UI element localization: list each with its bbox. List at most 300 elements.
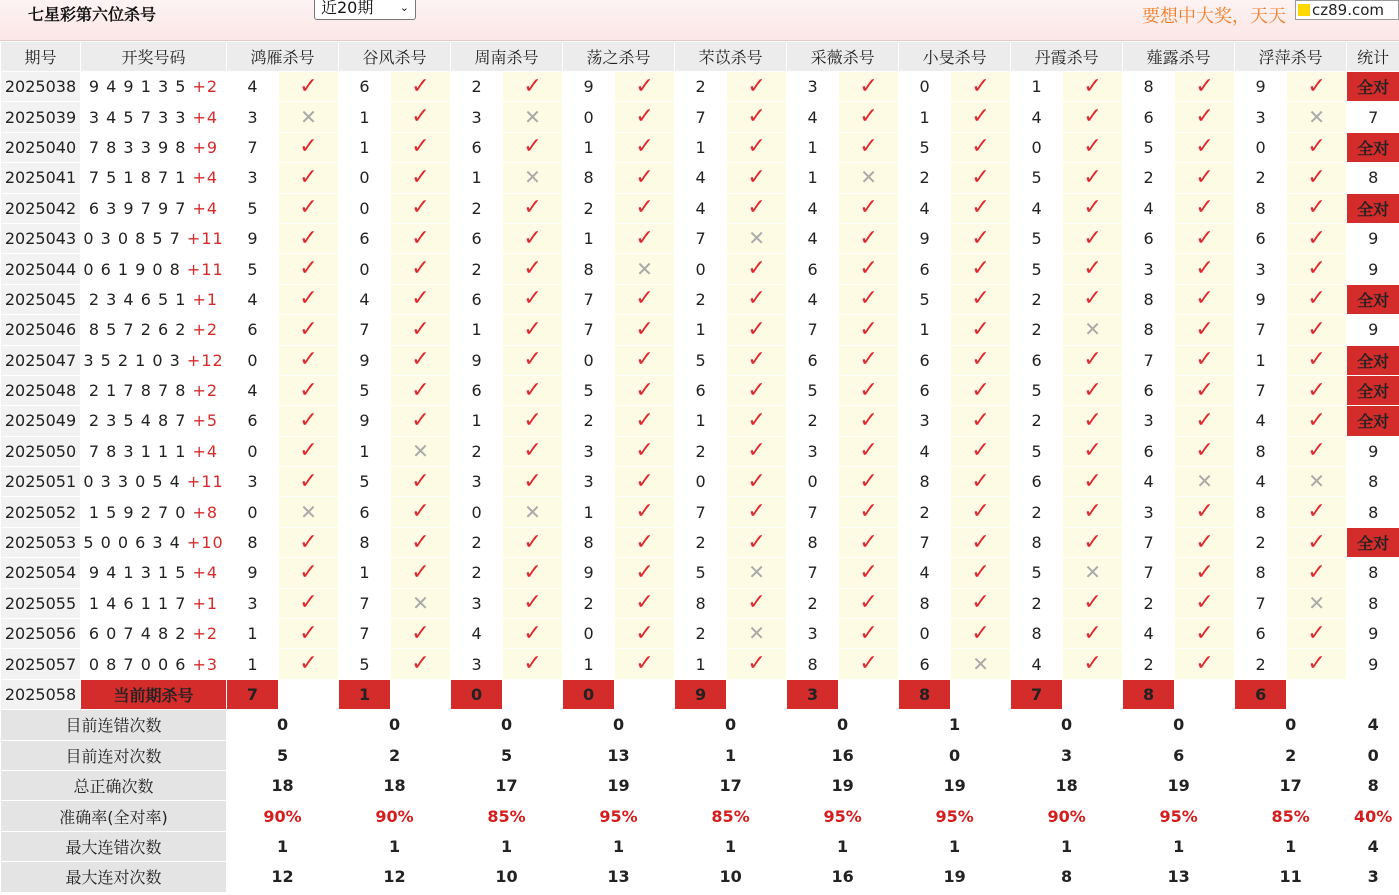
- result-cell: [1063, 436, 1123, 466]
- stat-cell: 7: [1347, 102, 1399, 132]
- kill-number: 6: [899, 375, 951, 405]
- kill-number: 2: [451, 436, 503, 466]
- kill-number: 7: [1123, 527, 1175, 557]
- result-cell: [839, 436, 899, 466]
- check-icon: ✓: [299, 377, 318, 403]
- kill-number: 3: [1123, 497, 1175, 527]
- check-icon: ✓: [971, 195, 990, 221]
- kill-number: 2: [1123, 588, 1175, 618]
- summary-value: 2: [339, 740, 451, 770]
- summary-row: [1, 740, 1399, 770]
- table-row: [1, 72, 1399, 102]
- kill-number: 8: [1235, 558, 1287, 588]
- issue-cell: 2025040: [1, 132, 81, 162]
- summary-value: 1: [563, 831, 675, 861]
- kill-number: 2: [451, 527, 503, 557]
- summary-value: 85%: [451, 801, 563, 831]
- result-cell: [727, 619, 787, 649]
- result-cell: [951, 588, 1011, 618]
- check-icon: ✓: [1083, 651, 1102, 677]
- result-cell: [1063, 193, 1123, 223]
- result-cell: [503, 467, 563, 497]
- kill-number: 3: [1123, 254, 1175, 284]
- kill-number: 4: [227, 284, 279, 314]
- page-title: 七星彩第六位杀号: [28, 5, 157, 24]
- check-icon: ✓: [1307, 316, 1326, 342]
- kill-number: 6: [787, 254, 839, 284]
- kill-number: 6: [899, 345, 951, 375]
- kill-number: 2: [1123, 649, 1175, 679]
- check-icon: ✓: [1307, 286, 1326, 312]
- issue-cell: 2025045: [1, 284, 81, 314]
- kill-number: 2: [1011, 497, 1063, 527]
- result-cell: [1175, 375, 1235, 405]
- check-icon: ✓: [747, 256, 766, 282]
- kill-number: 7: [1123, 558, 1175, 588]
- result-cell: [839, 467, 899, 497]
- check-icon: ✓: [1195, 73, 1214, 99]
- kill-number: 1: [899, 315, 951, 345]
- result-cell: [1287, 223, 1347, 253]
- result-cell: [503, 527, 563, 557]
- result-cell: [279, 284, 339, 314]
- col-issue: 期号: [1, 42, 81, 72]
- result-cell: [951, 72, 1011, 102]
- draw-numbers: 2 1 7 8 7 8: [88, 381, 187, 401]
- site-logo[interactable]: [1295, 0, 1399, 20]
- kill-number: 6: [227, 406, 279, 436]
- result-cell: [951, 375, 1011, 405]
- result-cell: [279, 193, 339, 223]
- check-icon: ✓: [1307, 164, 1326, 190]
- check-icon: ✓: [299, 559, 318, 585]
- result-cell: [391, 223, 451, 253]
- kill-number: 1: [563, 497, 615, 527]
- kill-number: 9: [563, 72, 615, 102]
- kill-number: 7: [339, 619, 391, 649]
- check-icon: ✓: [523, 73, 542, 99]
- kill-number: 6: [1123, 436, 1175, 466]
- kill-number: 4: [787, 102, 839, 132]
- issue-cell: 2025047: [1, 345, 81, 375]
- check-icon: ✓: [1083, 620, 1102, 646]
- result-cell: [279, 315, 339, 345]
- chevron-down-icon: ⌄: [399, 1, 409, 14]
- result-cell: [1063, 619, 1123, 649]
- kill-number: 2: [675, 619, 727, 649]
- kill-number: 4: [227, 375, 279, 405]
- cross-icon: ✕: [1308, 104, 1326, 129]
- check-icon: ✓: [411, 499, 430, 525]
- table-row: [1, 436, 1399, 466]
- stat-cell: 9: [1347, 315, 1399, 345]
- kill-number: 8: [1123, 72, 1175, 102]
- result-cell: [391, 315, 451, 345]
- result-cell: [391, 375, 451, 405]
- result-cell: [615, 254, 675, 284]
- kill-number: 9: [339, 345, 391, 375]
- result-cell: [727, 163, 787, 193]
- stat-cell: 全对: [1347, 527, 1399, 557]
- check-icon: ✓: [971, 347, 990, 373]
- period-select[interactable]: [314, 0, 416, 20]
- summary-value: 0: [451, 710, 563, 740]
- kill-number: 5: [339, 649, 391, 679]
- check-icon: ✓: [1083, 134, 1102, 160]
- result-cell: [1175, 588, 1235, 618]
- check-icon: ✓: [411, 407, 430, 433]
- result-cell: [1287, 588, 1347, 618]
- kill-number: 1: [1235, 345, 1287, 375]
- check-icon: ✓: [1195, 104, 1214, 130]
- summary-value: 90%: [1011, 801, 1123, 831]
- kill-number: 0: [451, 497, 503, 527]
- kill-number: 1: [675, 315, 727, 345]
- result-cell: [391, 345, 451, 375]
- result-cell: [951, 558, 1011, 588]
- issue-cell: 2025050: [1, 436, 81, 466]
- summary-value: 0: [1235, 710, 1347, 740]
- kill-number: 2: [899, 163, 951, 193]
- result-cell: [1063, 467, 1123, 497]
- kill-number: 6: [899, 649, 951, 679]
- result-cell: [1063, 254, 1123, 284]
- kill-number: 3: [787, 436, 839, 466]
- kill-number: 2: [1123, 163, 1175, 193]
- result-cell: [279, 588, 339, 618]
- check-icon: ✓: [971, 256, 990, 282]
- result-cell: [1175, 406, 1235, 436]
- kill-number: 2: [1011, 588, 1063, 618]
- summary-value: 8: [1011, 862, 1123, 892]
- current-blank: [1063, 679, 1123, 709]
- check-icon: ✓: [859, 73, 878, 99]
- check-icon: ✓: [747, 316, 766, 342]
- check-icon: ✓: [411, 256, 430, 282]
- result-cell: [279, 254, 339, 284]
- result-cell: [615, 345, 675, 375]
- cross-icon: ✕: [1308, 469, 1326, 494]
- kill-number: 7: [1235, 375, 1287, 405]
- kill-number: 6: [1235, 223, 1287, 253]
- kill-number: 7: [339, 588, 391, 618]
- stat-cell: 全对: [1347, 345, 1399, 375]
- check-icon: ✓: [1083, 590, 1102, 616]
- kill-number: 7: [1235, 588, 1287, 618]
- issue-cell: 2025046: [1, 315, 81, 345]
- check-icon: ✓: [635, 73, 654, 99]
- draw-extra: +11: [186, 259, 224, 279]
- check-icon: ✓: [299, 256, 318, 282]
- cross-icon: ✕: [412, 590, 429, 615]
- kill-number: 1: [227, 619, 279, 649]
- result-cell: [839, 102, 899, 132]
- result-cell: [1063, 588, 1123, 618]
- result-cell: [1287, 132, 1347, 162]
- cross-icon: ✕: [524, 499, 541, 524]
- result-cell: [503, 588, 563, 618]
- issue-cell: 2025041: [1, 163, 81, 193]
- result-cell: [1287, 163, 1347, 193]
- draw-cell: [81, 132, 227, 162]
- table-row: [1, 163, 1399, 193]
- result-cell: [503, 497, 563, 527]
- kill-number: 3: [227, 163, 279, 193]
- check-icon: ✓: [1195, 164, 1214, 190]
- result-cell: [1175, 163, 1235, 193]
- summary-row: [1, 770, 1399, 800]
- result-cell: [727, 254, 787, 284]
- stat-cell: 8: [1347, 588, 1399, 618]
- result-cell: [391, 467, 451, 497]
- result-cell: [391, 406, 451, 436]
- stat-cell: 全对: [1347, 375, 1399, 405]
- kill-number: 7: [563, 284, 615, 314]
- cross-icon: ✕: [524, 104, 541, 129]
- check-icon: ✓: [859, 286, 878, 312]
- summary-value: 85%: [675, 801, 787, 831]
- kill-number: 0: [787, 467, 839, 497]
- cross-icon: ✕: [860, 165, 877, 190]
- table-row: [1, 284, 1399, 314]
- check-icon: ✓: [523, 286, 542, 312]
- current-kill-number: 8: [899, 679, 951, 709]
- check-icon: ✓: [635, 195, 654, 221]
- check-icon: ✓: [747, 438, 766, 464]
- check-icon: ✓: [299, 407, 318, 433]
- kill-number: 5: [563, 375, 615, 405]
- check-icon: ✓: [1083, 529, 1102, 555]
- result-cell: [615, 193, 675, 223]
- result-cell: [615, 284, 675, 314]
- kill-number: 8: [1123, 284, 1175, 314]
- check-icon: ✓: [747, 195, 766, 221]
- result-cell: [1063, 558, 1123, 588]
- kill-number: 2: [1235, 527, 1287, 557]
- kill-number: 9: [899, 223, 951, 253]
- result-cell: [1063, 132, 1123, 162]
- result-cell: [503, 102, 563, 132]
- result-cell: [1063, 375, 1123, 405]
- result-cell: [839, 254, 899, 284]
- kill-number: 3: [787, 72, 839, 102]
- current-blank: [727, 679, 787, 709]
- result-cell: [1287, 284, 1347, 314]
- check-icon: ✓: [1195, 347, 1214, 373]
- kill-number: 7: [675, 102, 727, 132]
- check-icon: ✓: [859, 256, 878, 282]
- kill-number: 5: [1011, 254, 1063, 284]
- current-blank: [839, 679, 899, 709]
- check-icon: ✓: [1195, 499, 1214, 525]
- summary-value: 19: [563, 770, 675, 800]
- result-cell: [279, 467, 339, 497]
- result-cell: [727, 223, 787, 253]
- result-cell: [279, 558, 339, 588]
- kill-number: 2: [451, 193, 503, 223]
- result-cell: [1287, 406, 1347, 436]
- kill-number: 5: [1123, 132, 1175, 162]
- issue-cell: 2025038: [1, 72, 81, 102]
- draw-numbers: 1 4 6 1 1 7: [88, 593, 187, 613]
- draw-cell: [81, 345, 227, 375]
- check-icon: ✓: [411, 225, 430, 251]
- kill-number: 8: [1123, 315, 1175, 345]
- kill-number: 5: [899, 284, 951, 314]
- summary-value: 1: [675, 831, 787, 861]
- check-icon: ✓: [411, 377, 430, 403]
- current-kill-number: 6: [1235, 679, 1287, 709]
- table-row: [1, 406, 1399, 436]
- kill-number: 8: [563, 527, 615, 557]
- check-icon: ✓: [635, 499, 654, 525]
- slogan-marquee: 要想中大奖，天天: [1142, 6, 1286, 27]
- check-icon: ✓: [1307, 195, 1326, 221]
- result-cell: [503, 163, 563, 193]
- check-icon: ✓: [299, 195, 318, 221]
- check-icon: ✓: [635, 407, 654, 433]
- draw-cell: [81, 558, 227, 588]
- summary-value: 0: [1123, 710, 1235, 740]
- kill-number: 3: [451, 649, 503, 679]
- check-icon: ✓: [1083, 104, 1102, 130]
- summary-value: 11: [1235, 862, 1347, 892]
- kill-number: 2: [675, 527, 727, 557]
- kill-number: 6: [451, 284, 503, 314]
- check-icon: ✓: [523, 225, 542, 251]
- check-icon: ✓: [411, 195, 430, 221]
- result-cell: [951, 315, 1011, 345]
- current-kill-number: 3: [787, 679, 839, 709]
- kill-number: 4: [787, 193, 839, 223]
- result-cell: [951, 619, 1011, 649]
- summary-stat: 40%: [1347, 801, 1399, 831]
- kill-number: 8: [339, 527, 391, 557]
- check-icon: ✓: [523, 651, 542, 677]
- result-cell: [1287, 649, 1347, 679]
- cross-icon: ✕: [748, 560, 765, 585]
- result-cell: [1175, 254, 1235, 284]
- summary-value: 2: [1235, 740, 1347, 770]
- table-row: [1, 467, 1399, 497]
- result-cell: [1175, 284, 1235, 314]
- result-cell: [503, 193, 563, 223]
- check-icon: ✓: [859, 195, 878, 221]
- check-icon: ✓: [747, 286, 766, 312]
- kill-number: 6: [1123, 102, 1175, 132]
- kill-number: 0: [563, 345, 615, 375]
- result-cell: [1175, 315, 1235, 345]
- draw-numbers: 3 5 2 1 0 3: [83, 350, 181, 370]
- check-icon: ✓: [635, 529, 654, 555]
- table-row: [1, 315, 1399, 345]
- check-icon: ✓: [299, 529, 318, 555]
- kill-number: 0: [563, 102, 615, 132]
- result-cell: [727, 345, 787, 375]
- summary-stat: 3: [1347, 862, 1399, 892]
- kill-number: 8: [563, 163, 615, 193]
- summary-value: 1: [339, 831, 451, 861]
- check-icon: ✓: [635, 134, 654, 160]
- result-cell: [951, 649, 1011, 679]
- check-icon: ✓: [523, 316, 542, 342]
- kill-number: 2: [451, 254, 503, 284]
- current-blank: [391, 679, 451, 709]
- check-icon: ✓: [299, 620, 318, 646]
- stat-cell: 9: [1347, 436, 1399, 466]
- result-cell: [839, 619, 899, 649]
- summary-value: 95%: [899, 801, 1011, 831]
- col-expert: 鸿雁杀号: [227, 42, 339, 72]
- draw-extra: +1: [192, 289, 219, 309]
- result-cell: [839, 193, 899, 223]
- check-icon: ✓: [1195, 256, 1214, 282]
- check-icon: ✓: [971, 73, 990, 99]
- check-icon: ✓: [523, 347, 542, 373]
- current-stat-blank: [1347, 679, 1399, 709]
- draw-extra: +4: [192, 563, 219, 583]
- draw-numbers: 5 0 0 6 3 4: [83, 533, 181, 553]
- kill-number: 1: [451, 406, 503, 436]
- check-icon: ✓: [1307, 225, 1326, 251]
- check-icon: ✓: [971, 529, 990, 555]
- result-cell: [279, 436, 339, 466]
- draw-cell: [81, 254, 227, 284]
- summary-value: 1: [1011, 831, 1123, 861]
- col-expert: 周南杀号: [451, 42, 563, 72]
- kill-number: 4: [451, 619, 503, 649]
- check-icon: ✓: [411, 529, 430, 555]
- current-label: 当前期杀号: [81, 679, 227, 709]
- result-cell: [1287, 558, 1347, 588]
- col-expert: 薤露杀号: [1123, 42, 1235, 72]
- draw-cell: [81, 619, 227, 649]
- check-icon: ✓: [523, 195, 542, 221]
- summary-value: 3: [1011, 740, 1123, 770]
- check-icon: ✓: [1195, 377, 1214, 403]
- check-icon: ✓: [1307, 559, 1326, 585]
- summary-value: 13: [1123, 862, 1235, 892]
- result-cell: [1175, 558, 1235, 588]
- check-icon: ✓: [1307, 438, 1326, 464]
- kill-number: 2: [563, 193, 615, 223]
- summary-row: [1, 831, 1399, 861]
- kill-number: 8: [787, 527, 839, 557]
- result-cell: [727, 436, 787, 466]
- check-icon: ✓: [635, 347, 654, 373]
- draw-extra: +4: [192, 441, 219, 461]
- draw-cell: [81, 284, 227, 314]
- check-icon: ✓: [635, 104, 654, 130]
- result-cell: [279, 102, 339, 132]
- check-icon: ✓: [635, 286, 654, 312]
- cross-icon: ✕: [748, 621, 765, 646]
- issue-cell: 2025049: [1, 406, 81, 436]
- kill-number: 2: [1011, 284, 1063, 314]
- top-bar: [0, 0, 1399, 41]
- summary-stat: 0: [1347, 740, 1399, 770]
- summary-value: 0: [339, 710, 451, 740]
- stat-cell: 全对: [1347, 132, 1399, 162]
- draw-numbers: 8 5 7 2 6 2: [88, 320, 187, 340]
- summary-value: 1: [899, 831, 1011, 861]
- kill-number: 3: [563, 436, 615, 466]
- result-cell: [391, 497, 451, 527]
- issue-cell: 2025055: [1, 588, 81, 618]
- kill-number: 8: [1011, 527, 1063, 557]
- summary-value: 1: [1123, 831, 1235, 861]
- check-icon: ✓: [971, 438, 990, 464]
